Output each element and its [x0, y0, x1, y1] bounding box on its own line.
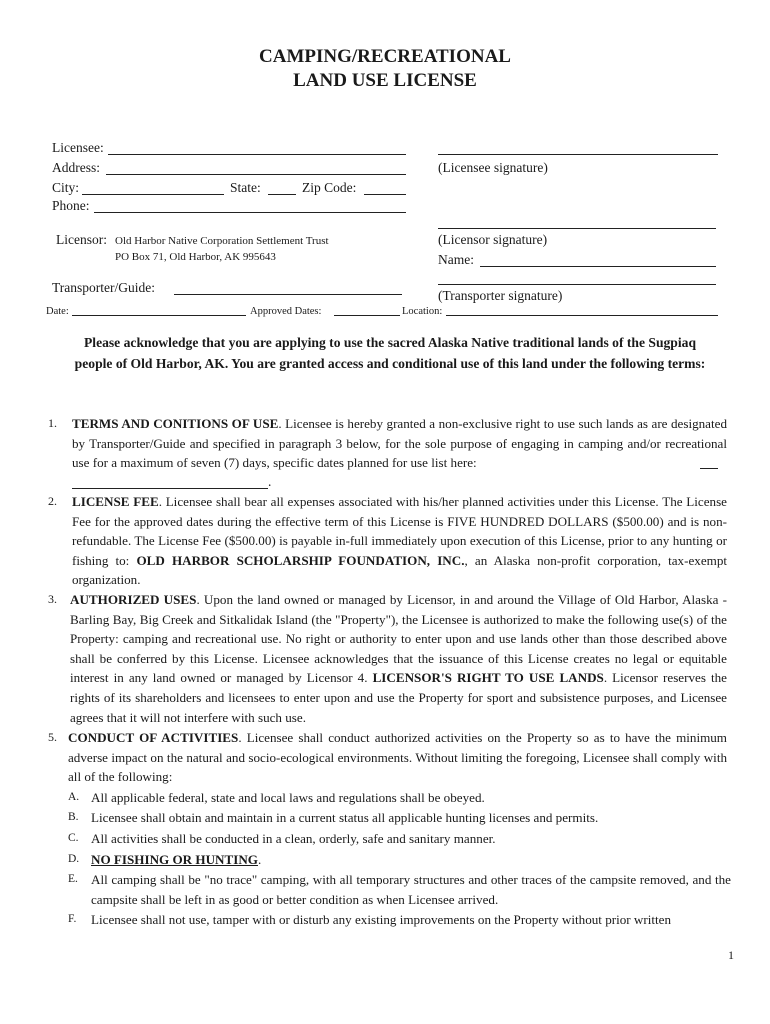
- date-label: Date:: [46, 306, 69, 317]
- transporter-field[interactable]: [174, 294, 402, 295]
- transporter-signature-label: (Transporter signature): [438, 288, 563, 303]
- subitem-f-label: F.: [68, 913, 77, 925]
- section-3: [70, 590, 727, 727]
- licensor-name: Old Harbor Native Corporation Settlement Trust: [115, 235, 329, 247]
- approved-dates-field[interactable]: [334, 315, 400, 316]
- licensor-label: Licensor:: [56, 232, 107, 247]
- section-2-org: OLD HARBOR SCHOLARSHIP FOUNDATION, INC.: [136, 552, 465, 568]
- section-1: [72, 414, 727, 473]
- subitem-e-label: E.: [68, 873, 78, 885]
- subitem-a-text: All applicable federal, state and local laws and regulations shall be obeyed.: [91, 790, 485, 805]
- section-5-text: . Licensee shall conduct authorized activities on the Property so as to have the minimum adverse impact on the natural and socio-ecological environments. Without limiting the foregoing, Licensee shall comply with all of the following:: [68, 730, 727, 785]
- name-field[interactable]: [480, 266, 716, 267]
- section-3-heading-2: LICENSOR'S RIGHT TO USE LANDS: [372, 670, 604, 686]
- licensee-signature-label: (Licensee signature): [438, 160, 548, 175]
- title-line-1: CAMPING/RECREATIONAL: [259, 46, 511, 67]
- location-label: Location:: [402, 306, 443, 317]
- zip-field[interactable]: [364, 194, 406, 195]
- section-3-text: . Upon the land owned or managed by Licensor, in and around the Village of Old Harbor, Alaska - Barling Bay, Big Creek and Sitkalidak Island (the "Property"), the Licensee is authorized to make the following use(s) of the Property: camping and recreational use. No right or authority to enter upon and use lands other than those described above shall be conferred by this License. Licensee acknowledges that the issuance of this License creates no legal or equitable interest in any land owned or managed by Licensor 4.: [70, 592, 727, 686]
- zip-label: Zip Code:: [302, 180, 357, 195]
- subitem-a-label: A.: [68, 791, 80, 803]
- subitem-d-text: NO FISHING OR HUNTING: [91, 852, 258, 867]
- phone-field[interactable]: [94, 212, 406, 213]
- transporter-label: Transporter/Guide:: [52, 280, 155, 295]
- licensor-signature-line[interactable]: [438, 228, 716, 229]
- state-field[interactable]: [268, 194, 296, 195]
- city-field[interactable]: [82, 194, 224, 195]
- section-2-text: . Licensee shall bear all expenses associated with his/her planned activities under this License. The License Fee for the approved dates during the effective term of this License is FIVE HUNDRED DOLLARS ($500.00) and is non- refundable. The License Fee ($500.00) is payable in-full immediately upon execution of this License, prior to any hunting or fishing to:: [72, 494, 727, 568]
- section-1-dates-field-b[interactable]: [72, 488, 268, 489]
- subitem-c-label: C.: [68, 832, 79, 844]
- section-1-heading: TERMS AND CONITIONS OF USE: [72, 416, 279, 431]
- licensee-label: Licensee:: [52, 140, 104, 155]
- section-5: [68, 728, 727, 787]
- section-2-tail: , an Alaska non-profit corporation, tax-exempt organization.: [72, 552, 728, 588]
- subitem-d-tail: .: [257, 852, 262, 867]
- section-3-number: 3.: [48, 592, 57, 606]
- city-label: City:: [52, 180, 80, 195]
- name-label: Name:: [438, 252, 474, 267]
- licensee-signature-line[interactable]: [438, 154, 718, 155]
- section-1-dates-field-a[interactable]: [700, 468, 718, 469]
- subitem-e-text: All camping shall be "no trace" camping, with all temporary structures and other traces of the campsite removed, and the campsite shall be left in as good or better condition as when Licensee arrived.: [91, 872, 731, 907]
- title-line-2: LAND USE LICENSE: [293, 70, 477, 91]
- section-2-number: 2.: [48, 494, 57, 508]
- subitem-f-text: Licensee shall not use, tamper with or disturb any existing improvements on the Property without prior written: [91, 912, 672, 927]
- subitem-d: [91, 850, 731, 870]
- licensee-field[interactable]: [108, 154, 406, 155]
- section-1-number: 1.: [48, 416, 57, 430]
- address-field[interactable]: [106, 174, 406, 175]
- section-1-tail: .: [268, 474, 272, 489]
- section-5-heading: CONDUCT OF ACTIVITIES: [68, 730, 239, 745]
- location-field[interactable]: [446, 315, 718, 316]
- section-3-heading: AUTHORIZED USES: [70, 592, 197, 607]
- intro-paragraph: Please acknowledge that you are applying to use the sacred Alaska Native traditional lands of the Sugpiaq people of Old Harbor, AK. You are granted access and conditional use of this land under the following terms:: [74, 335, 706, 371]
- section-2: [72, 492, 727, 590]
- phone-label: Phone:: [52, 198, 90, 213]
- section-5-number: 5.: [48, 730, 57, 744]
- section-1-text: . Licensee is hereby granted a non-exclusive right to use such lands as are designated by Transporter/Guide and specified in paragraph 3 below, for the sole purpose of engaging in camping and/or recreational use for a maximum of seven (7) days, specific dates planned for use list here:: [72, 416, 727, 471]
- date-field[interactable]: [72, 315, 246, 316]
- subitem-c-text: All activities shall be conducted in a clean, orderly, safe and sanitary manner.: [91, 831, 496, 846]
- section-3-tail: . Licensor reserves the rights of its shareholders and licensees to enter upon and use the Property for sport and subsistence purposes, and Licensee agrees that it will not interfere with such use.: [70, 670, 727, 725]
- address-label: Address:: [52, 160, 100, 175]
- transporter-signature-line[interactable]: [438, 284, 716, 285]
- section-2-heading: LICENSE FEE: [72, 494, 159, 509]
- licensor-address: PO Box 71, Old Harbor, AK 995643: [115, 251, 276, 263]
- subitem-b-text: Licensee shall obtain and maintain in a current status all applicable hunting licenses and permits.: [91, 810, 599, 825]
- licensor-signature-label: (Licensor signature): [438, 232, 548, 247]
- approved-dates-label: Approved Dates:: [250, 306, 322, 317]
- subitem-d-label: D.: [68, 853, 80, 865]
- subitem-b-label: B.: [68, 811, 79, 823]
- state-label: State:: [230, 180, 261, 195]
- page-number: 1: [728, 948, 734, 962]
